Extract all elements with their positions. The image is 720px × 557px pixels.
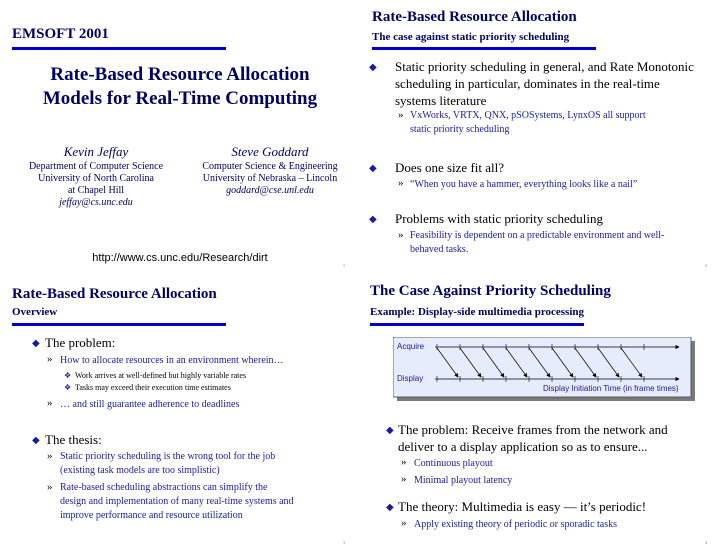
bullet-diamond: ◆ xyxy=(32,435,40,446)
subbullet-marker: » xyxy=(401,473,407,485)
slide-4 xyxy=(360,279,720,557)
subbullet-marker: » xyxy=(47,481,53,493)
subtitle-rule xyxy=(12,323,226,326)
subbullet-marker: » xyxy=(47,450,53,462)
bullet-text: The theory: Multimedia is easy — it’s periodic! xyxy=(398,499,647,514)
bullet-diamond: ◆ xyxy=(369,163,377,174)
talk-title-line1: Rate-Based Resource Allocation xyxy=(50,64,310,85)
author-university: University of Nebraska – Lincoln xyxy=(202,173,338,184)
subbullet-marker: » xyxy=(401,517,407,529)
slide-3 xyxy=(0,279,360,557)
author-jeffay xyxy=(8,143,184,209)
subtitle-rule xyxy=(370,323,584,326)
page-number: 2 xyxy=(705,263,707,268)
author-email: goddard@cse.unl.edu xyxy=(226,185,314,196)
author-dept: Computer Science & Engineering xyxy=(202,161,338,172)
slide-subtitle: The case against static priority scheduling xyxy=(372,31,570,43)
subbullet-text: Minimal playout latency xyxy=(414,475,513,486)
subbullet-marker: » xyxy=(398,109,404,121)
slide-title: The Case Against Priority Scheduling xyxy=(370,283,611,299)
page-number: 3 xyxy=(343,540,345,545)
page-number: 4 xyxy=(705,540,707,545)
subbullet-text: … and still guarantee adherence to deadlines xyxy=(60,399,240,410)
slide-title: Rate-Based Resource Allocation xyxy=(372,9,577,25)
author-name: Kevin Jeffay xyxy=(63,144,129,159)
bullet-diamond: ◆ xyxy=(369,214,377,225)
talk-title-line2: Models for Real-Time Computing xyxy=(42,88,318,109)
subbullet-text: Feasibility is dependent on a predictable environment and well- behaved tasks. xyxy=(410,230,665,255)
subbullet-text: VxWorks, VRTX, QNX, pSOSystems, LynxOS all support static priority scheduling xyxy=(410,110,646,135)
bullet-diamond: ◆ xyxy=(386,425,394,436)
bullet-text: Problems with static priority scheduling xyxy=(395,211,603,226)
subbullet-marker: » xyxy=(401,456,407,468)
frame-timing-diagram xyxy=(393,337,695,401)
author-university: University of North Carolina xyxy=(38,173,154,184)
bullet-text: The problem: xyxy=(45,335,116,350)
sub-sub-bullet-text: Work arrives at well-defined but highly variable rates xyxy=(75,371,247,380)
slide-title: Rate-Based Resource Allocation xyxy=(12,286,217,302)
bullet-text: Does one size fit all? xyxy=(395,160,505,175)
author-university-line2: at Chapel Hill xyxy=(67,185,125,196)
subbullet-text: How to allocate resources in an environment wherein… xyxy=(60,355,284,366)
subbullet-text: Apply existing theory of periodic or sporadic tasks xyxy=(414,519,618,530)
bullet-diamond: ◆ xyxy=(369,62,377,73)
page-number: 1 xyxy=(343,263,345,268)
bullet-text: Static priority scheduling in general, and Rate Monotonic scheduling in particular, dominates in the real-time systems literature xyxy=(395,59,694,108)
slide-1 xyxy=(0,0,360,278)
subbullet-text: Static priority scheduling is the wrong tool for the job (existing task models are too simplistic) xyxy=(60,451,276,476)
display-label: Display xyxy=(397,374,424,383)
sub-sub-bullet-text: Tasks may exceed their execution time estimates xyxy=(75,383,231,392)
sub-sub-bullet-marker: ❖ xyxy=(64,371,72,380)
bullet-diamond: ◆ xyxy=(386,502,394,513)
author-name: Steve Goddard xyxy=(231,144,309,159)
title-rule xyxy=(12,47,226,50)
sub-sub-bullet-marker: ❖ xyxy=(64,383,72,392)
slide-subtitle: Example: Display-side multimedia processing xyxy=(370,306,585,318)
subtitle-rule xyxy=(372,47,596,50)
author-goddard xyxy=(182,143,358,197)
subbullet-marker: » xyxy=(47,397,53,409)
conference-label: EMSOFT 2001 xyxy=(12,26,109,42)
subbullet-text: Rate-based scheduling abstractions can simplify the design and implementation of many real-time systems and improve performance and resource utilization xyxy=(60,482,294,521)
display-caption: Display Initiation Time (in frame times) xyxy=(543,384,679,393)
acquire-label: Acquire xyxy=(397,342,425,351)
research-url: http://www.cs.unc.edu/Research/dirt xyxy=(92,252,268,264)
slide-subtitle: Overview xyxy=(12,306,58,318)
author-email: jeffay@cs.unc.edu xyxy=(59,197,133,208)
subbullet-text: “When you have a hammer, everything looks like a nail” xyxy=(410,179,638,190)
bullet-diamond: ◆ xyxy=(32,338,40,349)
author-dept: Department of Computer Science xyxy=(28,161,164,172)
bullet-text: The thesis: xyxy=(45,432,102,447)
bullet-text: The problem: Receive frames from the network and deliver to a display application so as to ensure... xyxy=(398,422,668,454)
subbullet-marker: » xyxy=(47,353,53,365)
subbullet-marker: » xyxy=(398,177,404,189)
subbullet-marker: » xyxy=(398,229,404,241)
subbullet-text: Continuous playout xyxy=(414,458,493,469)
slide-2 xyxy=(360,0,720,278)
